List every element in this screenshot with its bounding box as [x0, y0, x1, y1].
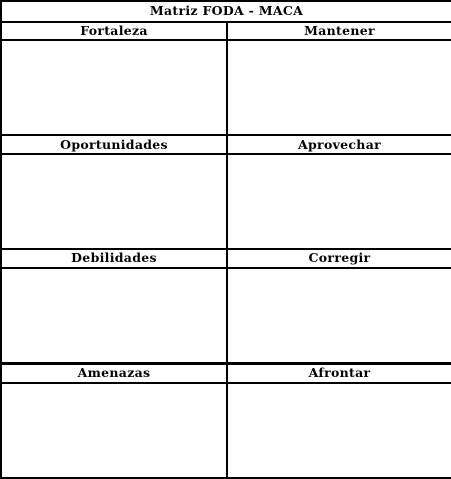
afrontar-header: Afrontar — [227, 364, 451, 383]
aprovechar-cell[interactable] — [227, 154, 451, 249]
corregir-cell[interactable] — [227, 268, 451, 364]
debilidades-header: Debilidades — [1, 249, 227, 268]
corregir-header: Corregir — [227, 249, 451, 268]
oportunidades-header: Oportunidades — [1, 135, 227, 154]
afrontar-cell[interactable] — [227, 383, 451, 478]
debilidades-cell[interactable] — [1, 268, 227, 364]
mantener-header: Mantener — [227, 22, 451, 41]
amenazas-cell[interactable] — [1, 383, 227, 478]
aprovechar-header: Aprovechar — [227, 135, 451, 154]
oportunidades-cell[interactable] — [1, 154, 227, 249]
amenazas-header: Amenazas — [1, 364, 227, 383]
matrix-title: Matriz FODA - MACA — [1, 1, 451, 22]
fortaleza-cell[interactable] — [1, 40, 227, 135]
fortaleza-header: Fortaleza — [1, 22, 227, 41]
mantener-cell[interactable] — [227, 40, 451, 135]
